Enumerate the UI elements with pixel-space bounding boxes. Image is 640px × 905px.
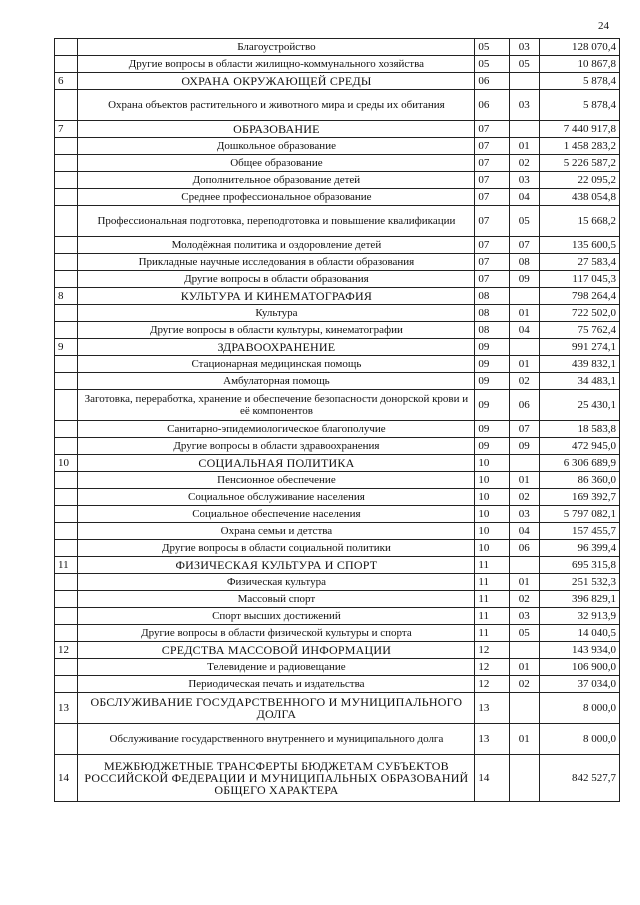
row-number-cell: 13: [55, 693, 78, 724]
table-row: [55, 608, 620, 625]
row-name-cell: Прикладные научные исследования в области образования: [78, 254, 475, 271]
amount-cell: 439 832,1: [539, 356, 619, 373]
section-code-cell: 08: [475, 305, 510, 322]
amount-cell: 7 440 917,8: [539, 121, 619, 138]
subsection-code-cell: 03: [510, 90, 540, 121]
amount-cell: 798 264,4: [539, 288, 619, 305]
row-name-cell: Другие вопросы в области социальной политики: [78, 540, 475, 557]
amount-cell: 15 668,2: [539, 206, 619, 237]
amount-cell: 8 000,0: [539, 693, 619, 724]
row-name-cell: Заготовка, переработка, хранение и обеспечение безопасности донорской крови и её компонентов: [78, 390, 475, 421]
table-row: [55, 322, 620, 339]
row-name-cell: Среднее профессиональное образование: [78, 189, 475, 206]
section-code-cell: 14: [475, 755, 510, 802]
row-number-cell: [55, 39, 78, 56]
amount-cell: 438 054,8: [539, 189, 619, 206]
subsection-code-cell: 04: [510, 189, 540, 206]
subsection-code-cell: [510, 557, 540, 574]
amount-cell: 135 600,5: [539, 237, 619, 254]
subsection-code-cell: [510, 121, 540, 138]
section-row: [55, 121, 620, 138]
amount-cell: 18 583,8: [539, 421, 619, 438]
table-row: [55, 56, 620, 73]
section-code-cell: 09: [475, 438, 510, 455]
section-code-cell: 10: [475, 472, 510, 489]
subsection-code-cell: 02: [510, 676, 540, 693]
table-row: [55, 625, 620, 642]
row-name-cell: Стационарная медицинская помощь: [78, 356, 475, 373]
section-code-cell: 08: [475, 322, 510, 339]
amount-cell: 106 900,0: [539, 659, 619, 676]
table-row: [55, 421, 620, 438]
row-number-cell: 14: [55, 755, 78, 802]
section-code-cell: 12: [475, 659, 510, 676]
subsection-code-cell: 01: [510, 724, 540, 755]
row-number-cell: [55, 390, 78, 421]
amount-cell: 27 583,4: [539, 254, 619, 271]
table-row: [55, 39, 620, 56]
section-code-cell: 11: [475, 625, 510, 642]
section-code-cell: 09: [475, 421, 510, 438]
amount-cell: 991 274,1: [539, 339, 619, 356]
section-row: [55, 339, 620, 356]
row-number-cell: [55, 523, 78, 540]
section-code-cell: 11: [475, 557, 510, 574]
row-number-cell: 10: [55, 455, 78, 472]
subsection-code-cell: 06: [510, 540, 540, 557]
row-number-cell: [55, 540, 78, 557]
table-row: [55, 506, 620, 523]
row-number-cell: [55, 237, 78, 254]
section-row: [55, 73, 620, 90]
table-row: [55, 305, 620, 322]
amount-cell: 143 934,0: [539, 642, 619, 659]
row-name-cell: Санитарно-эпидемиологическое благополучие: [78, 421, 475, 438]
section-row: [55, 755, 620, 802]
table-row: [55, 659, 620, 676]
table-row: [55, 237, 620, 254]
row-name-cell: Дополнительное образование детей: [78, 172, 475, 189]
row-number-cell: [55, 138, 78, 155]
subsection-code-cell: 01: [510, 574, 540, 591]
section-code-cell: 11: [475, 591, 510, 608]
section-code-cell: 10: [475, 523, 510, 540]
table-row: [55, 390, 620, 421]
subsection-code-cell: [510, 642, 540, 659]
table-row: [55, 172, 620, 189]
row-number-cell: [55, 472, 78, 489]
row-number-cell: [55, 90, 78, 121]
subsection-code-cell: 02: [510, 489, 540, 506]
section-code-cell: 07: [475, 189, 510, 206]
row-number-cell: [55, 591, 78, 608]
amount-cell: 96 399,4: [539, 540, 619, 557]
section-code-cell: 07: [475, 206, 510, 237]
row-name-cell: Другие вопросы в области физической культуры и спорта: [78, 625, 475, 642]
row-name-cell: Пенсионное обеспечение: [78, 472, 475, 489]
section-row: [55, 642, 620, 659]
subsection-code-cell: 03: [510, 608, 540, 625]
section-code-cell: 10: [475, 540, 510, 557]
table-row: [55, 90, 620, 121]
row-number-cell: [55, 271, 78, 288]
section-row: [55, 557, 620, 574]
subsection-code-cell: 07: [510, 237, 540, 254]
amount-cell: 251 532,3: [539, 574, 619, 591]
amount-cell: 14 040,5: [539, 625, 619, 642]
row-name-cell: ОХРАНА ОКРУЖАЮЩЕЙ СРЕДЫ: [78, 73, 475, 90]
subsection-code-cell: 01: [510, 138, 540, 155]
row-name-cell: Обслуживание государственного внутреннего и муниципального долга: [78, 724, 475, 755]
row-number-cell: [55, 254, 78, 271]
subsection-code-cell: 01: [510, 356, 540, 373]
section-code-cell: 07: [475, 237, 510, 254]
row-name-cell: Массовый спорт: [78, 591, 475, 608]
table-row: [55, 189, 620, 206]
table-row: [55, 591, 620, 608]
subsection-code-cell: 05: [510, 625, 540, 642]
table-row: [55, 206, 620, 237]
subsection-code-cell: 06: [510, 390, 540, 421]
row-name-cell: Социальное обеспечение населения: [78, 506, 475, 523]
row-name-cell: Общее образование: [78, 155, 475, 172]
row-name-cell: Амбулаторная помощь: [78, 373, 475, 390]
row-name-cell: Другие вопросы в области культуры, кинематографии: [78, 322, 475, 339]
subsection-code-cell: [510, 755, 540, 802]
row-number-cell: [55, 625, 78, 642]
table-row: [55, 254, 620, 271]
table-row: [55, 724, 620, 755]
section-code-cell: 09: [475, 373, 510, 390]
row-number-cell: [55, 506, 78, 523]
row-number-cell: [55, 206, 78, 237]
row-name-cell: Молодёжная политика и оздоровление детей: [78, 237, 475, 254]
row-number-cell: 11: [55, 557, 78, 574]
section-code-cell: 10: [475, 489, 510, 506]
section-code-cell: 05: [475, 56, 510, 73]
subsection-code-cell: [510, 73, 540, 90]
section-code-cell: 07: [475, 254, 510, 271]
subsection-code-cell: 01: [510, 659, 540, 676]
subsection-code-cell: [510, 693, 540, 724]
row-name-cell: Охрана семьи и детства: [78, 523, 475, 540]
section-code-cell: 12: [475, 642, 510, 659]
subsection-code-cell: 03: [510, 506, 540, 523]
row-name-cell: Социальное обслуживание населения: [78, 489, 475, 506]
table-row: [55, 540, 620, 557]
row-name-cell: ФИЗИЧЕСКАЯ КУЛЬТУРА И СПОРТ: [78, 557, 475, 574]
row-number-cell: 8: [55, 288, 78, 305]
subsection-code-cell: 05: [510, 56, 540, 73]
amount-cell: 22 095,2: [539, 172, 619, 189]
amount-cell: 472 945,0: [539, 438, 619, 455]
table-row: [55, 489, 620, 506]
section-code-cell: 08: [475, 288, 510, 305]
row-name-cell: Другие вопросы в области здравоохранения: [78, 438, 475, 455]
amount-cell: 5 878,4: [539, 90, 619, 121]
budget-table: [54, 38, 620, 802]
amount-cell: 1 458 283,2: [539, 138, 619, 155]
subsection-code-cell: [510, 288, 540, 305]
subsection-code-cell: 04: [510, 523, 540, 540]
section-row: [55, 455, 620, 472]
budget-table-body: [55, 39, 620, 802]
subsection-code-cell: 01: [510, 472, 540, 489]
table-row: [55, 138, 620, 155]
section-code-cell: 07: [475, 271, 510, 288]
subsection-code-cell: 08: [510, 254, 540, 271]
row-name-cell: Профессиональная подготовка, переподготовка и повышение квалификации: [78, 206, 475, 237]
amount-cell: 75 762,4: [539, 322, 619, 339]
subsection-code-cell: 07: [510, 421, 540, 438]
row-name-cell: СРЕДСТВА МАССОВОЙ ИНФОРМАЦИИ: [78, 642, 475, 659]
amount-cell: 25 430,1: [539, 390, 619, 421]
table-row: [55, 472, 620, 489]
row-number-cell: [55, 373, 78, 390]
row-number-cell: [55, 724, 78, 755]
section-code-cell: 05: [475, 39, 510, 56]
row-name-cell: Благоустройство: [78, 39, 475, 56]
section-code-cell: 09: [475, 390, 510, 421]
section-code-cell: 09: [475, 356, 510, 373]
amount-cell: 8 000,0: [539, 724, 619, 755]
table-row: [55, 373, 620, 390]
subsection-code-cell: [510, 455, 540, 472]
amount-cell: 37 034,0: [539, 676, 619, 693]
row-number-cell: 9: [55, 339, 78, 356]
row-name-cell: Физическая культура: [78, 574, 475, 591]
row-name-cell: Периодическая печать и издательства: [78, 676, 475, 693]
section-code-cell: 11: [475, 608, 510, 625]
section-code-cell: 07: [475, 121, 510, 138]
table-row: [55, 676, 620, 693]
subsection-code-cell: 02: [510, 591, 540, 608]
subsection-code-cell: 03: [510, 172, 540, 189]
row-number-cell: [55, 438, 78, 455]
table-row: [55, 356, 620, 373]
row-number-cell: [55, 56, 78, 73]
row-name-cell: Дошкольное образование: [78, 138, 475, 155]
amount-cell: 396 829,1: [539, 591, 619, 608]
row-number-cell: [55, 608, 78, 625]
amount-cell: 5 797 082,1: [539, 506, 619, 523]
subsection-code-cell: 01: [510, 305, 540, 322]
subsection-code-cell: 09: [510, 271, 540, 288]
section-code-cell: 06: [475, 90, 510, 121]
amount-cell: 32 913,9: [539, 608, 619, 625]
section-code-cell: 11: [475, 574, 510, 591]
subsection-code-cell: 02: [510, 155, 540, 172]
amount-cell: 128 070,4: [539, 39, 619, 56]
section-code-cell: 10: [475, 455, 510, 472]
row-number-cell: [55, 155, 78, 172]
table-row: [55, 574, 620, 591]
amount-cell: 34 483,1: [539, 373, 619, 390]
row-name-cell: Культура: [78, 305, 475, 322]
amount-cell: 157 455,7: [539, 523, 619, 540]
row-number-cell: [55, 489, 78, 506]
row-name-cell: Телевидение и радиовещание: [78, 659, 475, 676]
section-code-cell: 13: [475, 693, 510, 724]
amount-cell: 6 306 689,9: [539, 455, 619, 472]
section-row: [55, 693, 620, 724]
section-code-cell: 07: [475, 155, 510, 172]
amount-cell: 117 045,3: [539, 271, 619, 288]
amount-cell: 695 315,8: [539, 557, 619, 574]
row-name-cell: Охрана объектов растительного и животного мира и среды их обитания: [78, 90, 475, 121]
section-row: [55, 288, 620, 305]
subsection-code-cell: 05: [510, 206, 540, 237]
table-row: [55, 523, 620, 540]
row-name-cell: ОБСЛУЖИВАНИЕ ГОСУДАРСТВЕННОГО И МУНИЦИПАЛЬНОГО ДОЛГА: [78, 693, 475, 724]
amount-cell: 10 867,8: [539, 56, 619, 73]
row-name-cell: Спорт высших достижений: [78, 608, 475, 625]
subsection-code-cell: 03: [510, 39, 540, 56]
row-name-cell: ОБРАЗОВАНИЕ: [78, 121, 475, 138]
section-code-cell: 10: [475, 506, 510, 523]
section-code-cell: 06: [475, 73, 510, 90]
row-number-cell: [55, 322, 78, 339]
row-name-cell: МЕЖБЮДЖЕТНЫЕ ТРАНСФЕРТЫ БЮДЖЕТАМ СУБЪЕКТОВ РОССИЙСКОЙ ФЕДЕРАЦИИ И МУНИЦИПАЛЬНЫХ ОБРАЗОВАНИЙ ОБЩЕГО ХАРАКТЕРА: [78, 755, 475, 802]
row-number-cell: 7: [55, 121, 78, 138]
row-number-cell: [55, 189, 78, 206]
row-name-cell: СОЦИАЛЬНАЯ ПОЛИТИКА: [78, 455, 475, 472]
table-row: [55, 438, 620, 455]
row-name-cell: Другие вопросы в области образования: [78, 271, 475, 288]
amount-cell: 169 392,7: [539, 489, 619, 506]
subsection-code-cell: 02: [510, 373, 540, 390]
amount-cell: 722 502,0: [539, 305, 619, 322]
amount-cell: 842 527,7: [539, 755, 619, 802]
row-number-cell: [55, 305, 78, 322]
row-number-cell: [55, 356, 78, 373]
section-code-cell: 07: [475, 138, 510, 155]
section-code-cell: 09: [475, 339, 510, 356]
row-number-cell: 6: [55, 73, 78, 90]
row-name-cell: КУЛЬТУРА И КИНЕМАТОГРАФИЯ: [78, 288, 475, 305]
subsection-code-cell: 09: [510, 438, 540, 455]
amount-cell: 5 878,4: [539, 73, 619, 90]
table-row: [55, 155, 620, 172]
row-number-cell: [55, 574, 78, 591]
row-number-cell: [55, 676, 78, 693]
amount-cell: 5 226 587,2: [539, 155, 619, 172]
subsection-code-cell: [510, 339, 540, 356]
subsection-code-cell: 04: [510, 322, 540, 339]
row-name-cell: ЗДРАВООХРАНЕНИЕ: [78, 339, 475, 356]
row-number-cell: [55, 421, 78, 438]
section-code-cell: 07: [475, 172, 510, 189]
section-code-cell: 13: [475, 724, 510, 755]
section-code-cell: 12: [475, 676, 510, 693]
row-number-cell: [55, 659, 78, 676]
table-row: [55, 271, 620, 288]
page-number: 24: [598, 20, 609, 32]
row-number-cell: 12: [55, 642, 78, 659]
row-number-cell: [55, 172, 78, 189]
row-name-cell: Другие вопросы в области жилищно-коммунального хозяйства: [78, 56, 475, 73]
amount-cell: 86 360,0: [539, 472, 619, 489]
